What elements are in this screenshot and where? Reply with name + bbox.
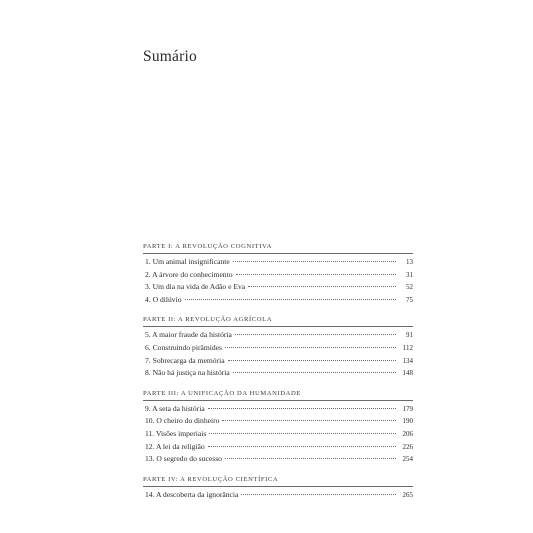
part-header: PARTE II: A REVOLUÇÃO AGRÍCOLA: [143, 315, 413, 327]
entry-page-number: 206: [402, 429, 413, 438]
dot-leader: [228, 360, 396, 361]
toc-entry[interactable]: [143, 269, 413, 282]
dot-leader: [236, 274, 396, 275]
toc-part-3: [143, 389, 413, 466]
toc-entry[interactable]: [143, 428, 413, 441]
page-title: Sumário: [143, 48, 197, 65]
entry-title: 11. Visões imperiais: [145, 428, 207, 438]
dot-leader: [208, 446, 396, 447]
toc-entry[interactable]: [143, 355, 413, 368]
entry-title: 14. A descoberta da ignorância: [145, 489, 239, 499]
toc-entry[interactable]: [143, 294, 413, 307]
entry-page-number: 112: [402, 343, 413, 352]
dot-leader: [185, 299, 397, 300]
entry-page-number: 190: [402, 417, 413, 426]
entry-page-number: 254: [402, 455, 413, 464]
toc-entry[interactable]: [143, 281, 413, 294]
dot-leader: [233, 372, 396, 373]
dot-leader: [222, 420, 396, 421]
dot-leader: [208, 408, 396, 409]
toc-entry[interactable]: [143, 367, 413, 380]
entry-title: 4. O dilúvio: [145, 294, 182, 304]
entry-title: 10. O cheiro do dinheiro: [145, 416, 220, 426]
entry-title: 5. A maior fraude da história: [145, 330, 232, 340]
toc-entry[interactable]: [143, 256, 413, 269]
toc-entry[interactable]: [143, 329, 413, 342]
dot-leader: [233, 261, 396, 262]
part-header: PARTE III: A UNIFICAÇÃO DA HUMANIDADE: [143, 389, 413, 401]
dot-leader: [225, 347, 396, 348]
toc-entry[interactable]: [143, 489, 413, 502]
toc-part-4: [143, 475, 413, 502]
entry-title: 8. Não há justiça na história: [145, 368, 230, 378]
entry-title: 12. A lei da religião: [145, 441, 205, 451]
dot-leader: [235, 334, 396, 335]
toc-entry[interactable]: [143, 342, 413, 355]
entry-page-number: 91: [406, 331, 413, 340]
entry-page-number: 134: [402, 356, 413, 365]
entry-title: 1. Um animal insignificante: [145, 257, 230, 266]
toc-entry[interactable]: [143, 441, 413, 454]
entry-page-number: 179: [402, 404, 413, 413]
part-header: PARTE I: A REVOLUÇÃO COGNITIVA: [143, 242, 413, 254]
entry-title: 9. A seta da história: [145, 403, 205, 413]
entry-page-number: 148: [402, 369, 413, 378]
entry-title: 6. Construindo pirâmides: [145, 342, 222, 352]
dot-leader: [225, 458, 396, 459]
part-header: PARTE IV: A REVOLUÇÃO CIENTÍFICA: [143, 475, 413, 487]
entry-page-number: 226: [402, 442, 413, 451]
entry-page-number: 31: [406, 270, 413, 279]
entry-title: 7. Sobrecarga da memória: [145, 355, 225, 365]
dot-leader: [209, 433, 396, 434]
toc-entry[interactable]: [143, 453, 413, 466]
entry-page-number: 13: [406, 258, 413, 266]
entry-page-number: 75: [406, 295, 413, 304]
dot-leader: [248, 286, 396, 287]
table-of-contents: [143, 242, 413, 510]
toc-entry[interactable]: [143, 403, 413, 416]
toc-part-2: [143, 315, 413, 379]
toc-entry[interactable]: [143, 415, 413, 428]
entry-title: 2. A árvore do conhecimento: [145, 269, 233, 279]
entry-page-number: 52: [406, 283, 413, 292]
dot-leader: [241, 494, 396, 495]
entry-title: 13. O segredo do sucesso: [145, 454, 222, 464]
toc-part-1: [143, 242, 413, 306]
entry-title: 3. Um dia na vida de Adão e Eva: [145, 282, 246, 292]
entry-page-number: 265: [402, 490, 413, 499]
